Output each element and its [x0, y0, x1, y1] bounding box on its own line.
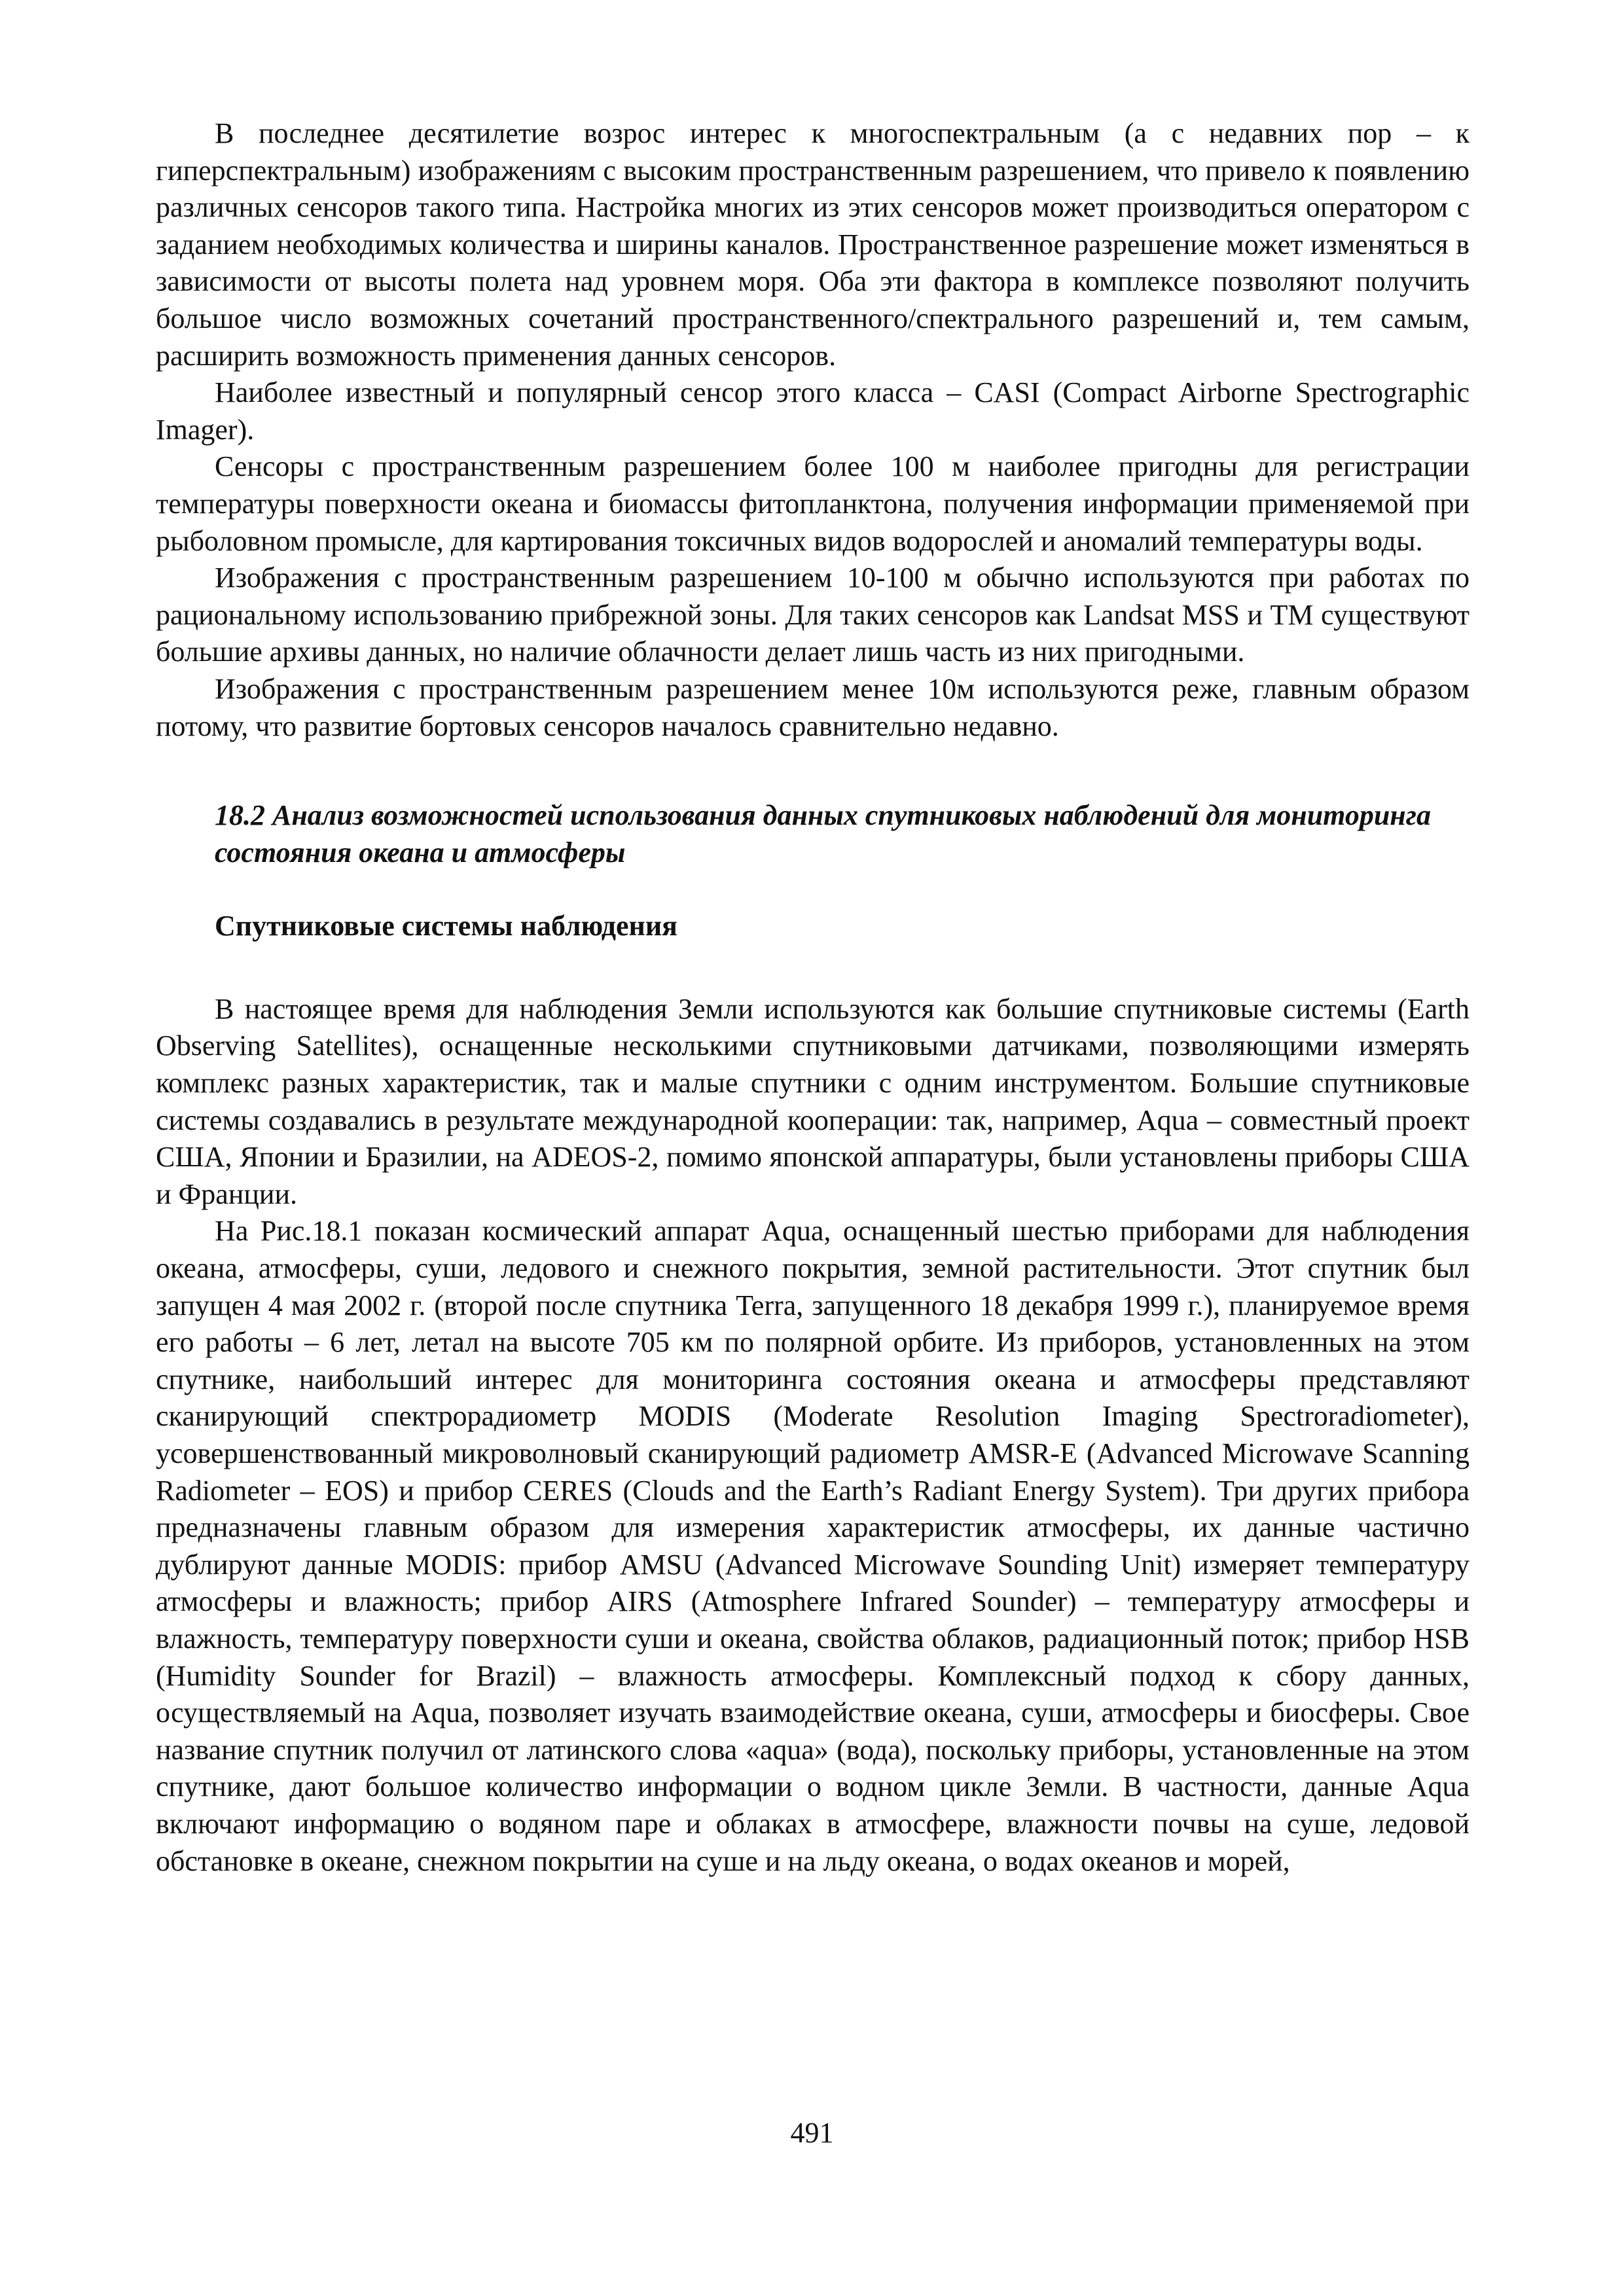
paragraph: На Рис.18.1 показан космический аппарат Aqua, оснащенный шестью приборами для наблюдения океана, атмосферы, суши, ледового и снежного покрытия, земной растительности. Этот спутник был запущен 4 мая 2002 г. (второй после спутника Terra, запущенного 18 декабря 1999 г.), планируемое время его работы – 6 лет, летал на высоте 705 км по полярной орбите. Из приборов, установленных на этом спутнике, наибольший интерес для мониторинга состояния океана и атмосферы представляют сканирующий спектрорадиометр MODIS (Moderate Resolution Imaging Spectroradiometer), усовершенствованный микроволновый сканирующий радиометр AMSR-E (Advanced Microwave Scanning Radiometer – EOS) и прибор CERES (Clouds and the Earth’s Radiant Energy System). Три других прибора предназначены главным образом для измерения характеристик атмосферы, их данные частично дублируют данные MODIS: прибор AMSU (Advanced Microwave Sounding Unit) измеряет температуру атмосферы и влажность; прибор AIRS (Atmosphere Infrared Sounder) – температуру атмосферы и влажность, температуру поверхности суши и океана, свойства облаков, радиационный поток; прибор HSB (Humidity Sounder for Brazil) – влажность атмосферы. Комплексный подход к сбору данных, осуществляемый на Aqua, позволяет изучать взаимодействие океана, суши, атмосферы и биосферы. Свое название спутник получил от латинского слова «aqua» (вода), поскольку приборы, установленные на этом спутнике, дают большое количество информации о водном цикле Земли. В частности, данные Aqua включают информацию о водяном паре и облаках в атмосфере, влажности почвы на суше, ледовой обстановке в океане, снежном покрытии на суше и на льду океана, о водах океанов и морей,: [156, 1215, 1470, 1877]
page-number: 491: [790, 2117, 834, 2149]
paragraph: Наиболее известный и популярный сенсор этого класса – CASI (Compact Airborne Spectrographic Imager).: [156, 376, 1470, 446]
paragraph: Изображения с пространственным разрешением менее 10м используются реже, главным образом потому, что развитие бортовых сенсоров началось сравнительно недавно.: [156, 672, 1470, 742]
paragraph: Сенсоры с пространственным разрешением более 100 м наиболее пригодны для регистрации температуры поверхности океана и биомассы фитопланктона, получения информации применяемой при рыболовном промысле, для картирования токсичных видов водорослей и аномалий температуры воды.: [156, 450, 1470, 557]
section-heading: 18.2 Анализ возможностей использования данных спутниковых наблюдений для мониторинга состояния океана и атмосферы: [215, 799, 1431, 869]
subsection-heading: Спутниковые системы наблюдения: [215, 910, 677, 942]
paragraph: В последнее десятилетие возрос интерес к многоспектральным (а с недавних пор – к гиперспектральным) изображениям с высоким пространственным разрешением, что привело к появлению различных сенсоров такого типа. Настройка многих из этих сенсоров может производиться оператором с заданием необходимых количества и ширины каналов. Пространственное разрешение может изменяться в зависимости от высоты полета над уровнем моря. Оба эти фактора в комплексе позволяют получить большое число возможных сочетаний пространственного/спектрального разрешений и, тем самым, расширить возможность применения данных сенсоров.: [156, 117, 1470, 372]
paragraph: Изображения с пространственным разрешением 10-100 м обычно используются при работах по рациональному использованию прибрежной зоны. Для таких сенсоров как Landsat MSS и TM существуют большие архивы данных, но наличие облачности делает лишь часть из них пригодными.: [156, 562, 1470, 668]
paragraph: В настоящее время для наблюдения Земли используются как большие спутниковые системы (Earth Observing Satellites), оснащенные несколькими спутниковыми датчиками, позволяющими измерять комплекс разных характеристик, так и малые спутники с одним инструментом. Большие спутниковые системы создавались в результате международной кооперации: так, например, Aqua – совместный проект США, Японии и Бразилии, на ADEOS-2, помимо японской аппаратуры, были установлены приборы США и Франции.: [156, 992, 1470, 1210]
page-body: [156, 115, 1470, 1880]
